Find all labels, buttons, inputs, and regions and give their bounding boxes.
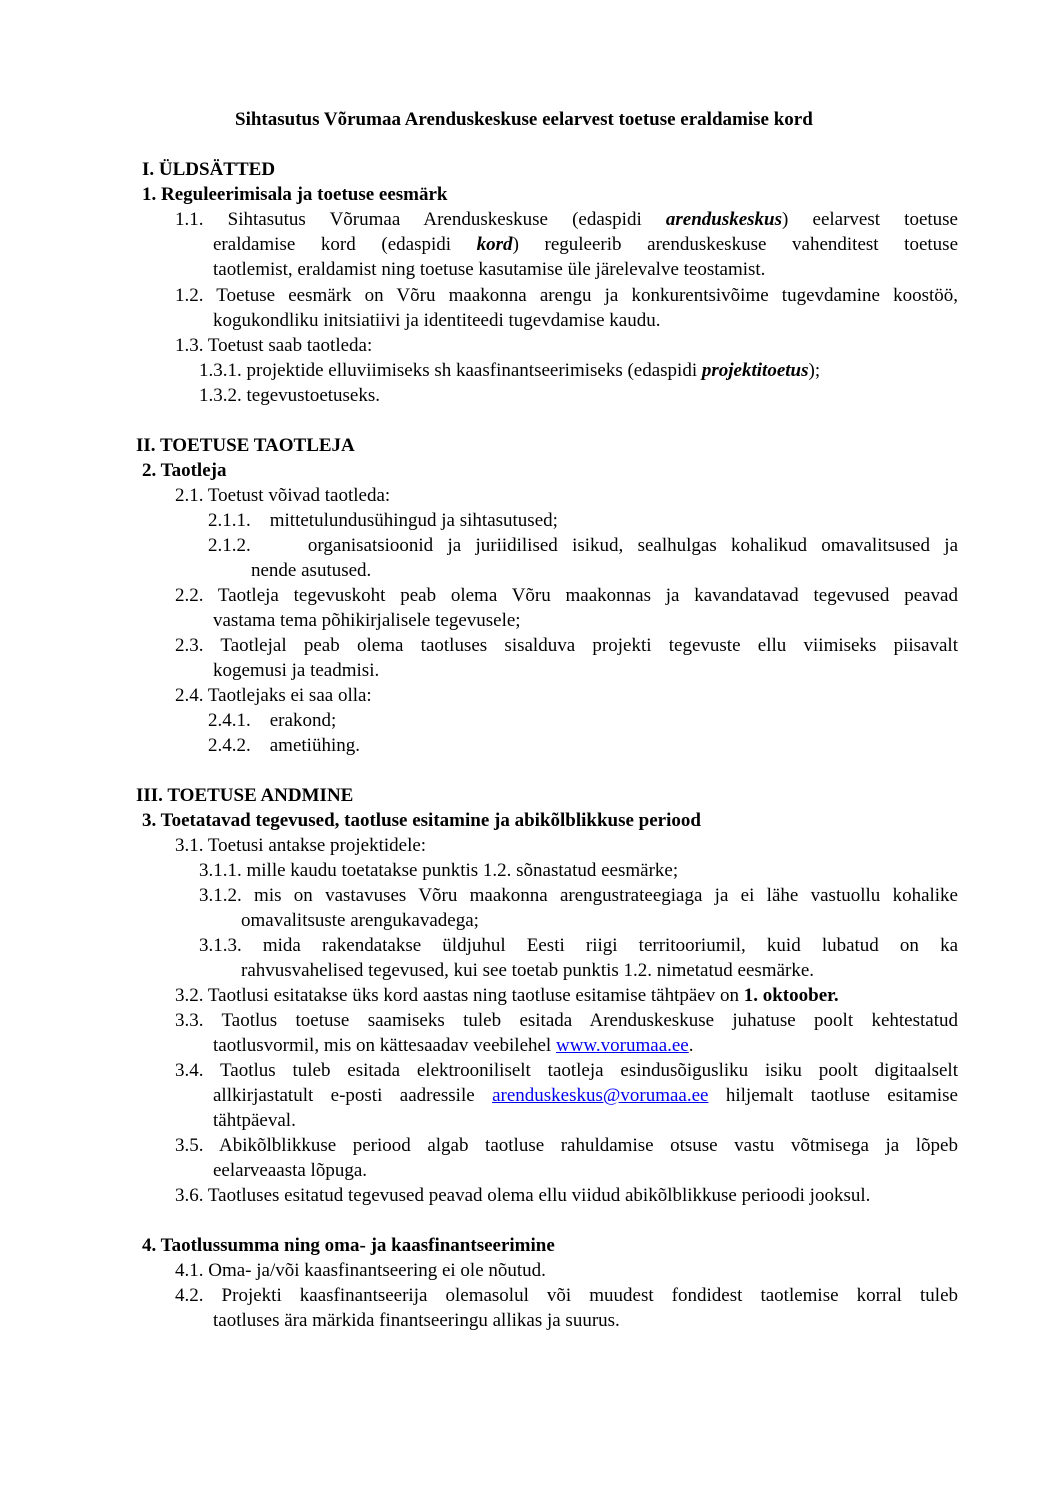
text: 1.1. Sihtasutus Võrumaa Arenduskeskuse (edaspidi: [175, 209, 666, 230]
paragraph-3-1-1: 3.1.1. mille kaudu toetatakse punktis 1.2. sõnastatud eesmärke;: [199, 860, 679, 881]
paragraph-1-3-2: 1.3.2. tegevustoetuseks.: [199, 385, 381, 406]
paragraph-1-1-line3: taotlemist, eraldamist ning toetuse kasutamise üle järelevalve teostamist.: [213, 259, 766, 280]
section-heading-1: I. ÜLDSÄTTED: [142, 159, 276, 180]
paragraph-2-1: 2.1. Toetust võivad taotleda:: [175, 485, 391, 506]
paragraph-1-2-line1: 1.2. Toetuse eesmärk on Võru maakonna arengu ja konkurentsivõime tugevdamine koostöö,: [175, 285, 958, 306]
defined-term: projektitoetus: [701, 360, 809, 381]
paragraph-3-5-line1: 3.5. Abikõlblikkuse periood algab taotluse rahuldamise otsuse vastu võtmisega ja lõpeb: [175, 1135, 958, 1156]
paragraph-3-4-line1: 3.4. Taotlus tuleb esitada elektrooniliselt taotleja esindusõigusliku isiku poolt digitaalselt: [175, 1060, 958, 1081]
paragraph-3-1-2-line1: 3.1.2. mis on vastavuses Võru maakonna arengustrateegiaga ja ei lähe vastuollu kohalike: [199, 885, 958, 906]
paragraph-3-1: 3.1. Toetusi antakse projektidele:: [175, 835, 427, 856]
paragraph-2-1-2-line2: nende asutused.: [251, 560, 372, 581]
document-title: Sihtasutus Võrumaa Arenduskeskuse eelarvest toetuse eraldamise kord: [235, 109, 813, 130]
section-heading-2: II. TOETUSE TAOTLEJA: [136, 435, 355, 456]
text: 3.2. Taotlusi esitatakse üks kord aastas ning taotluse esitamise tähtpäev on: [175, 985, 744, 1006]
text: ) eelarvest toetuse: [782, 209, 958, 230]
paragraph-3-2: [175, 983, 839, 1008]
paragraph-2-2-line1: 2.2. Taotleja tegevuskoht peab olema Võru maakonnas ja kavandatavad tegevused peavad: [175, 585, 958, 606]
paragraph-1-1-line1: [175, 207, 958, 232]
paragraph-2-1-2-line1: 2.1.2. organisatsioonid ja juriidilised isikud, sealhulgas kohalikud omavalitsused ja: [208, 535, 958, 556]
paragraph-3-3-line1: 3.3. Taotlus toetuse saamiseks tuleb esitada Arenduskeskuse juhatuse poolt kehtestatud: [175, 1010, 958, 1031]
paragraph-1-3: 1.3. Toetust saab taotleda:: [175, 335, 373, 356]
paragraph-4-1: 4.1. Oma- ja/või kaasfinantseering ei ole nõutud.: [175, 1260, 546, 1281]
paragraph-2-1-1: 2.1.1. mittetulundusühingud ja sihtasutused;: [208, 510, 558, 531]
deadline: 1. oktoober.: [743, 985, 839, 1006]
paragraph-1-3-1: [199, 358, 820, 383]
paragraph-3-6: 3.6. Taotluses esitatud tegevused peavad olema ellu viidud abikõlblikkuse perioodi jooksul.: [175, 1185, 871, 1206]
defined-term: kord: [476, 234, 513, 255]
paragraph-1-2-line2: kogukondliku initsiatiivi ja identiteedi tugevdamise kaudu.: [213, 310, 661, 331]
text: .: [688, 1035, 694, 1056]
paragraph-2-2-line2: vastama tema põhikirjalisele tegevusele;: [213, 610, 521, 631]
paragraph-2-4: 2.4. Taotlejaks ei saa olla:: [175, 685, 372, 706]
paragraph-3-4-line2: [213, 1083, 958, 1108]
text: hiljemalt taotluse esitamise: [708, 1085, 958, 1106]
paragraph-3-1-2-line2: omavalitsuste arengukavadega;: [241, 910, 479, 931]
text: );: [808, 360, 821, 381]
text: 1.3.1. projektide elluviimiseks sh kaasfinantseerimiseks (edaspidi: [199, 360, 702, 381]
paragraph-3-5-line2: eelarveaasta lõpuga.: [213, 1160, 368, 1181]
text: eraldamise kord (edaspidi: [213, 234, 477, 255]
paragraph-3-3-line2: [213, 1033, 694, 1058]
paragraph-3-1-3-line2: rahvusvahelised tegevused, kui see toetab punktis 1.2. nimetatud eesmärke.: [241, 960, 815, 981]
text: ) reguleerib arenduskeskuse vahenditest toetuse: [512, 234, 958, 255]
subsection-heading-2: 2. Taotleja: [142, 460, 227, 481]
paragraph-3-4-line3: tähtpäeval.: [213, 1110, 296, 1131]
website-link[interactable]: www.vorumaa.ee: [555, 1035, 689, 1056]
subsection-heading-1: 1. Reguleerimisala ja toetuse eesmärk: [142, 184, 448, 205]
text: allkirjastatult e-posti aadressile: [213, 1085, 493, 1106]
paragraph-4-2-line2: taotluses ära märkida finantseeringu allikas ja suurus.: [213, 1310, 620, 1331]
email-link[interactable]: arenduskeskus@vorumaa.ee: [492, 1085, 709, 1106]
section-heading-3: III. TOETUSE ANDMINE: [136, 785, 354, 806]
paragraph-1-1-line2: [213, 232, 958, 257]
paragraph-2-4-2: 2.4.2. ametiühing.: [208, 735, 360, 756]
text: taotlusvormil, mis on kättesaadav veebilehel: [213, 1035, 556, 1056]
paragraph-3-1-3-line1: 3.1.3. mida rakendatakse üldjuhul Eesti riigi territooriumil, kuid lubatud on ka: [199, 935, 958, 956]
defined-term: arenduskeskus: [665, 209, 783, 230]
paragraph-2-4-1: 2.4.1. erakond;: [208, 710, 337, 731]
paragraph-2-3-line2: kogemusi ja teadmisi.: [213, 660, 380, 681]
paragraph-2-3-line1: 2.3. Taotlejal peab olema taotluses sisalduva projekti tegevuste ellu viimiseks piisavalt: [175, 635, 958, 656]
paragraph-4-2-line1: 4.2. Projekti kaasfinantseerija olemasolul või muudest fondidest taotlemise korral tuleb: [175, 1285, 958, 1306]
subsection-heading-4: 4. Taotlussumma ning oma- ja kaasfinantseerimine: [142, 1235, 555, 1256]
subsection-heading-3: 3. Toetatavad tegevused, taotluse esitamine ja abikõlblikkuse periood: [142, 810, 701, 831]
